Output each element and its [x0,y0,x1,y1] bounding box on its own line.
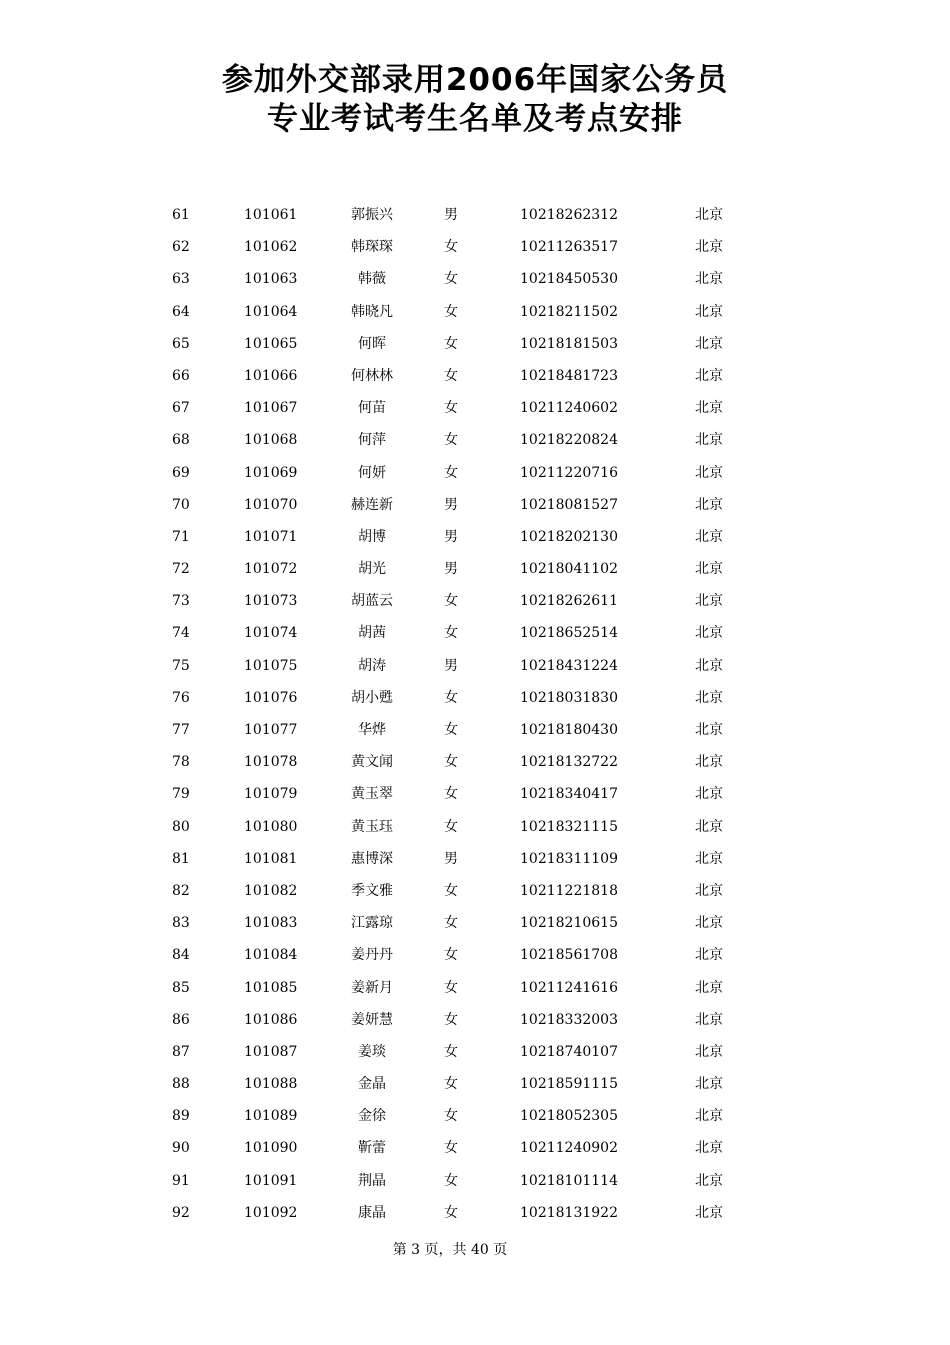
candidate-gender: 男 [444,657,458,674]
row-number: 67 [172,400,190,417]
candidate-name: 郭振兴 [351,207,393,223]
table-row [0,746,950,778]
candidate-name: 金徐 [358,1108,386,1125]
row-number: 77 [172,722,190,738]
candidate-id: 101066 [244,367,298,384]
table-row [0,328,950,360]
candidate-name: 姜丹丹 [351,947,393,964]
candidate-gender: 女 [444,1076,458,1093]
exam-site: 北京 [695,561,723,578]
candidate-name: 华烨 [358,722,386,738]
candidate-name: 胡小甦 [351,689,393,706]
table-row [0,521,950,553]
exam-site: 北京 [695,303,723,320]
row-number: 66 [172,367,190,384]
exam-site: 北京 [695,593,723,610]
candidate-gender: 女 [444,1043,458,1060]
candidate-gender: 女 [444,271,458,288]
row-number: 83 [172,915,190,932]
exam-number: 10218340417 [520,786,618,803]
exam-site: 北京 [695,1108,723,1125]
candidate-id: 101082 [244,882,298,899]
candidate-id: 101064 [244,303,298,320]
exam-number: 10218431224 [520,657,618,674]
table-row [0,972,950,1004]
table-row [0,1132,950,1164]
candidate-id: 101080 [244,818,298,835]
exam-site: 北京 [695,464,723,481]
exam-site: 北京 [695,496,723,513]
candidate-id: 101072 [244,561,298,578]
exam-site: 北京 [695,335,723,352]
candidate-gender: 女 [444,915,458,932]
candidate-gender: 女 [444,1204,458,1221]
row-number: 72 [172,561,190,578]
candidate-name: 何苗 [358,400,386,417]
table-row [0,263,950,295]
row-number: 86 [172,1011,190,1028]
table-row [0,617,950,649]
candidate-name: 胡光 [358,561,386,578]
candidate-gender: 女 [444,303,458,320]
candidate-id: 101081 [244,850,298,867]
candidate-gender: 女 [444,400,458,417]
candidate-name: 靳蕾 [358,1140,386,1157]
candidate-id: 101079 [244,786,298,803]
exam-number: 10218332003 [520,1011,618,1028]
row-number: 89 [172,1108,190,1125]
candidate-gender: 女 [444,432,458,449]
exam-site: 北京 [695,754,723,771]
exam-number: 10211220716 [520,464,618,481]
table-row [0,714,950,746]
exam-site: 北京 [695,850,723,867]
table-row [0,553,950,585]
table-row [0,1004,950,1036]
candidate-id: 101091 [244,1172,298,1189]
document-title-line-1: 参加外交部录用2006年国家公务员 [221,62,729,98]
exam-site: 北京 [695,1172,723,1189]
candidate-id: 101062 [244,239,298,256]
table-row [0,360,950,392]
candidate-id: 101090 [244,1140,298,1157]
exam-number: 10218181503 [520,335,618,352]
row-number: 80 [172,818,190,835]
candidate-list-table [0,199,950,1229]
candidate-id: 101063 [244,271,298,288]
table-row [0,811,950,843]
candidate-name: 何妍 [358,464,386,481]
exam-number: 10218041102 [520,561,618,578]
candidate-name: 胡茜 [358,625,386,642]
candidate-gender: 女 [444,239,458,256]
row-number: 63 [172,271,190,288]
candidate-name: 金晶 [358,1076,386,1093]
candidate-id: 101086 [244,1011,298,1028]
row-number: 79 [172,786,190,803]
document-title-line-2: 专业考试考生名单及考点安排 [267,101,683,137]
row-number: 82 [172,882,190,899]
candidate-gender: 女 [444,593,458,610]
exam-number: 10218561708 [520,947,618,964]
candidate-gender: 女 [444,1172,458,1189]
candidate-name: 胡涛 [358,657,386,674]
candidate-id: 101087 [244,1043,298,1060]
candidate-gender: 女 [444,979,458,996]
exam-site: 北京 [695,207,723,223]
exam-site: 北京 [695,657,723,674]
row-number: 88 [172,1076,190,1093]
table-row [0,778,950,810]
exam-number: 10218210615 [520,915,618,932]
exam-number: 10218211502 [520,303,618,320]
candidate-name: 赫连新 [351,496,393,513]
table-row [0,424,950,456]
candidate-name: 韩薇 [358,271,386,288]
exam-site: 北京 [695,1204,723,1221]
table-row [0,875,950,907]
candidate-name: 季文雅 [351,882,393,899]
row-number: 91 [172,1172,190,1189]
table-row [0,1100,950,1132]
table-row [0,682,950,714]
candidate-name: 胡蓝云 [351,593,393,610]
table-row [0,1165,950,1197]
candidate-id: 101083 [244,915,298,932]
candidate-name: 黄玉珏 [351,818,393,835]
row-number: 61 [172,207,190,223]
exam-number: 10218131922 [520,1204,618,1221]
candidate-name: 韩晓凡 [351,303,393,320]
table-row [0,585,950,617]
candidate-gender: 男 [444,561,458,578]
exam-number: 10218481723 [520,367,618,384]
row-number: 64 [172,303,190,320]
table-row [0,392,950,424]
candidate-gender: 女 [444,689,458,706]
candidate-id: 101089 [244,1108,298,1125]
exam-number: 10218031830 [520,689,618,706]
exam-site: 北京 [695,625,723,642]
candidate-gender: 女 [444,754,458,771]
exam-number: 10218450530 [520,271,618,288]
exam-number: 10218101114 [520,1172,618,1189]
exam-site: 北京 [695,239,723,256]
exam-number: 10218202130 [520,528,618,545]
table-row [0,939,950,971]
candidate-id: 101078 [244,754,298,771]
candidate-id: 101085 [244,979,298,996]
exam-number: 10211263517 [520,239,618,256]
exam-site: 北京 [695,432,723,449]
candidate-name: 荆晶 [358,1172,386,1189]
candidate-id: 101092 [244,1204,298,1221]
candidate-name: 何萍 [358,432,386,449]
exam-number: 10211240902 [520,1140,618,1157]
exam-site: 北京 [695,1011,723,1028]
exam-number: 10218052305 [520,1108,618,1125]
candidate-name: 韩琛琛 [351,239,393,256]
candidate-id: 101061 [244,207,298,223]
candidate-gender: 女 [444,1011,458,1028]
row-number: 81 [172,850,190,867]
candidate-id: 101073 [244,593,298,610]
candidate-gender: 女 [444,335,458,352]
candidate-gender: 女 [444,367,458,384]
candidate-gender: 男 [444,528,458,545]
candidate-gender: 男 [444,850,458,867]
row-number: 87 [172,1043,190,1060]
candidate-gender: 女 [444,625,458,642]
row-number: 74 [172,625,190,642]
exam-site: 北京 [695,1076,723,1093]
exam-number: 10218740107 [520,1043,618,1060]
candidate-id: 101068 [244,432,298,449]
exam-site: 北京 [695,818,723,835]
table-row [0,231,950,263]
page-footer: 第 3 页，共 40 页 [392,1242,508,1258]
row-number: 65 [172,335,190,352]
candidate-gender: 女 [444,464,458,481]
table-row [0,843,950,875]
row-number: 73 [172,593,190,610]
exam-number: 10211241616 [520,979,618,996]
exam-number: 10218591115 [520,1076,618,1093]
exam-number: 10218220824 [520,432,618,449]
table-row [0,650,950,682]
exam-site: 北京 [695,528,723,545]
exam-site: 北京 [695,979,723,996]
table-row [0,1197,950,1229]
candidate-gender: 男 [444,207,458,223]
candidate-name: 黄文闻 [351,754,393,771]
exam-number: 10218180430 [520,722,618,738]
candidate-id: 101075 [244,657,298,674]
exam-site: 北京 [695,400,723,417]
candidate-gender: 男 [444,496,458,513]
row-number: 69 [172,464,190,481]
table-row [0,199,950,231]
candidate-gender: 女 [444,818,458,835]
candidate-id: 101067 [244,400,298,417]
candidate-name: 姜妍慧 [351,1011,393,1028]
exam-site: 北京 [695,915,723,932]
exam-number: 10218081527 [520,496,618,513]
exam-number: 10218321115 [520,818,618,835]
row-number: 76 [172,689,190,706]
exam-number: 10218311109 [520,850,618,867]
candidate-id: 101076 [244,689,298,706]
candidate-gender: 女 [444,1108,458,1125]
table-row [0,457,950,489]
row-number: 70 [172,496,190,513]
exam-site: 北京 [695,882,723,899]
candidate-name: 黄玉翠 [351,786,393,803]
table-row [0,907,950,939]
exam-number: 10218652514 [520,625,618,642]
candidate-name: 江露琼 [351,915,393,932]
candidate-id: 101070 [244,496,298,513]
exam-number: 10211221818 [520,882,618,899]
row-number: 68 [172,432,190,449]
candidate-gender: 女 [444,722,458,738]
exam-site: 北京 [695,722,723,738]
candidate-name: 惠博深 [351,850,393,867]
row-number: 90 [172,1140,190,1157]
candidate-name: 姜琰 [358,1043,386,1060]
candidate-id: 101065 [244,335,298,352]
exam-number: 10218262312 [520,207,618,223]
exam-site: 北京 [695,271,723,288]
candidate-name: 姜新月 [351,979,393,996]
candidate-id: 101077 [244,722,298,738]
candidate-gender: 女 [444,786,458,803]
exam-number: 10218132722 [520,754,618,771]
row-number: 75 [172,657,190,674]
table-row [0,1036,950,1068]
candidate-id: 101069 [244,464,298,481]
row-number: 85 [172,979,190,996]
exam-number: 10211240602 [520,400,618,417]
candidate-name: 何晖 [358,335,386,352]
candidate-gender: 女 [444,882,458,899]
candidate-id: 101088 [244,1076,298,1093]
candidate-id: 101084 [244,947,298,964]
candidate-name: 康晶 [358,1204,386,1221]
candidate-id: 101071 [244,528,298,545]
table-row [0,489,950,521]
exam-site: 北京 [695,1043,723,1060]
row-number: 84 [172,947,190,964]
row-number: 71 [172,528,190,545]
row-number: 92 [172,1204,190,1221]
table-row [0,1068,950,1100]
exam-site: 北京 [695,786,723,803]
row-number: 78 [172,754,190,771]
exam-site: 北京 [695,947,723,964]
table-row [0,296,950,328]
candidate-name: 胡博 [358,528,386,545]
row-number: 62 [172,239,190,256]
candidate-id: 101074 [244,625,298,642]
candidate-gender: 女 [444,1140,458,1157]
exam-number: 10218262611 [520,593,618,610]
exam-site: 北京 [695,367,723,384]
exam-site: 北京 [695,689,723,706]
candidate-name: 何林林 [351,367,393,384]
exam-site: 北京 [695,1140,723,1157]
candidate-gender: 女 [444,947,458,964]
